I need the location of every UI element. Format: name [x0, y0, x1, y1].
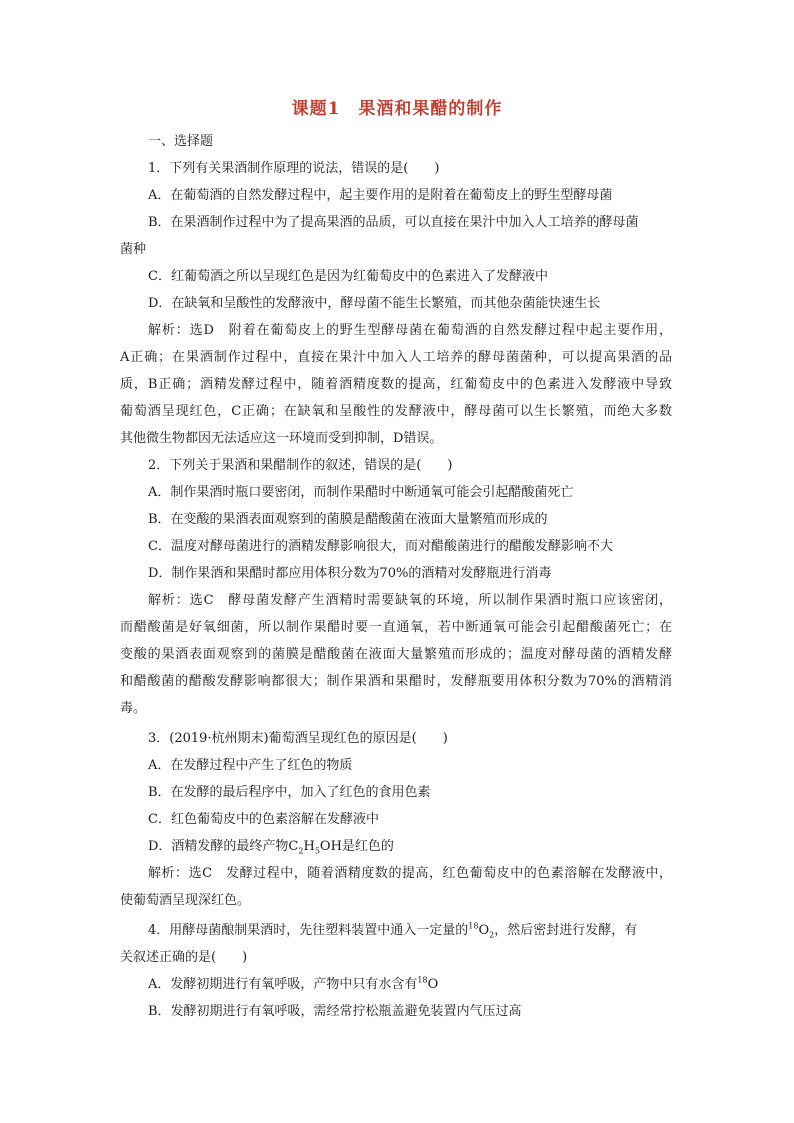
q3-analysis-line: 解析：选C 发酵过程中，随着酒精度数的提高，红色葡萄皮中的色素溶解在发酵液中，	[148, 866, 672, 881]
q1-analysis-line: 葡萄酒呈现红色，C正确；在缺氧和呈酸性的发酵液中，酵母菌可以生长繁殖，而绝大多数	[120, 404, 672, 419]
page-title: 课题1 果酒和果醋的制作	[291, 99, 503, 119]
q3-option-c: C．红色葡萄皮中的色素溶解在发酵液中	[148, 812, 379, 827]
q1-analysis-line: 其他微生物都因无法适应这一环境而受到抑制，D错误。	[120, 431, 443, 446]
superscript: 18	[417, 975, 428, 985]
q3-option-b: B．在发酵的最后程序中，加入了红色的食用色素	[148, 785, 431, 800]
q4-option-b: B．发酵初期进行有氧呼吸，需经常拧松瓶盖避免装置内气压过高	[148, 1004, 522, 1019]
subscript: 5	[314, 846, 320, 856]
q2-option-b: B．在变酸的果酒表面观察到的菌膜是醋酸菌在液面大量繁殖而形成的	[148, 512, 548, 527]
q4-stem-text: 4．用酵母菌酿制果酒时，先往塑料装置中通入一定量的	[148, 923, 469, 938]
q2-analysis-line: 解析：选C 酵母菌发酵产生酒精时需要缺氧的环境，所以制作果酒时瓶口应该密闭，	[148, 593, 672, 608]
q1-stem: 1．下列有关果酒制作原理的说法，错误的是( )	[148, 161, 440, 176]
q4-stem-text: O	[478, 923, 490, 938]
subscript: 2	[298, 846, 304, 856]
q3-option-a: A．在发酵过程中产生了红色的物质	[148, 758, 353, 773]
q4-option-a-text: O	[427, 977, 439, 992]
q2-analysis-line: 毒。	[120, 701, 147, 716]
q3-stem: 3．(2019·杭州期末)葡萄酒呈现红色的原因是( )	[148, 731, 448, 746]
q4-option-a	[148, 976, 708, 994]
q1-option-a: A．在葡萄酒的自然发酵过程中，起主要作用的是附着在葡萄皮上的野生型酵母菌	[148, 188, 613, 203]
q2-stem: 2．下列关于果酒和果醋制作的叙述，错误的是( )	[148, 458, 453, 473]
subscript: 2	[489, 930, 495, 940]
q3-option-d	[148, 838, 708, 856]
q1-analysis-line: 解析：选D 附着在葡萄皮上的野生型酵母菌在葡萄酒的自然发酵过程中起主要作用，	[148, 323, 672, 338]
q2-analysis-line: 而醋酸菌是好氧细菌，所以制作果醋时要一直通氧，若中断通氧可能会引起醋酸菌死亡；在	[120, 620, 672, 635]
q4-stem-text: ，然后密封进行发酵，有	[494, 923, 638, 938]
section-heading: 一、选择题	[148, 134, 214, 149]
q2-option-c: C．温度对酵母菌进行的酒精发酵影响很大，而对醋酸菌进行的醋酸发酵影响不大	[148, 539, 613, 554]
q1-option-c: C．红葡萄酒之所以呈现红色是因为红葡萄皮中的色素进入了发酵液中	[148, 269, 548, 284]
q1-option-b: B．在果酒制作过程中为了提高果酒的品质，可以直接在果汁中加入人工培养的酵母菌	[148, 215, 639, 230]
superscript: 18	[468, 921, 479, 931]
q3-option-d-text: OH是红色的	[319, 839, 394, 854]
q1-option-d: D．在缺氧和呈酸性的发酵液中，酵母菌不能生长繁殖，而其他杂菌能快速生长	[148, 296, 601, 311]
q3-option-d-text: H	[303, 839, 315, 854]
q4-option-a-text: A．发酵初期进行有氧呼吸，产物中只有水含有	[148, 977, 418, 992]
q3-analysis-line: 使葡萄酒呈现深红色。	[120, 893, 251, 908]
q3-option-d-text: D．酒精发酵的最终产物C	[148, 839, 299, 854]
q1-analysis-line: 质，B正确；酒精发酵过程中，随着酒精度数的提高，红葡萄皮中的色素进入发酵液中导致	[120, 377, 672, 392]
q2-analysis-line: 变酸的果酒表面观察到的菌膜是醋酸菌在液面大量繁殖而形成的；温度对酵母菌的酒精发酵	[120, 647, 672, 662]
q1-analysis-line: A正确；在果酒制作过程中，直接在果汁中加入人工培养的酵母菌菌种，可以提高果酒的品	[120, 350, 672, 365]
q2-option-d: D．制作果酒和果醋时都应用体积分数为70%的酒精对发酵瓶进行消毒	[148, 566, 552, 581]
q2-option-a: A．制作果酒时瓶口要密闭，而制作果醋时中断通氧可能会引起醋酸菌死亡	[148, 485, 574, 500]
q2-analysis-line: 和醋酸菌的醋酸发酵影响都很大；制作果酒和果醋时，发酵瓶要用体积分数为70%的酒精消	[120, 674, 672, 689]
q1-option-b-cont: 菌种	[120, 242, 147, 257]
q4-stem-cont: 关叙述正确的是( )	[120, 950, 248, 965]
q4-stem	[148, 922, 708, 940]
